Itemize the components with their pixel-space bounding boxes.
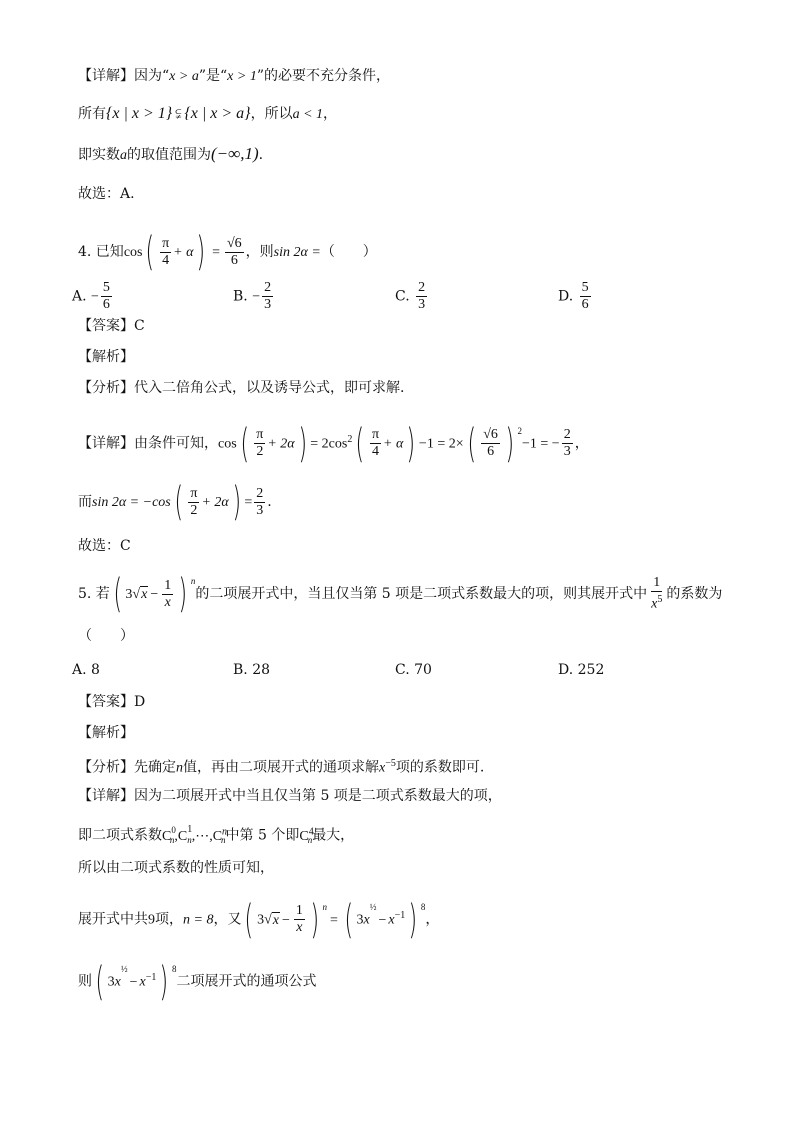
option-d[interactable]: D. 252 xyxy=(558,662,605,678)
paren: ( xyxy=(355,420,365,467)
option-d[interactable] xyxy=(558,280,593,313)
option-a[interactable]: A. 8 xyxy=(72,662,100,678)
math-set: {x | x > 1} xyxy=(106,105,173,122)
text: ，又 xyxy=(213,911,242,928)
den: 2 xyxy=(190,502,198,518)
math: sin 2α = xyxy=(273,245,321,260)
paren: ( xyxy=(95,958,105,1005)
fraction xyxy=(262,280,273,313)
fraction xyxy=(562,427,573,460)
text: 因为 xyxy=(134,68,162,84)
text: 的二项展开式中，当且仅当第 5 项是二项式系数最大的项，则其展开式中 xyxy=(195,586,648,602)
text: 即实数 xyxy=(78,147,120,163)
fraction xyxy=(649,575,664,613)
den: 6 xyxy=(581,297,589,312)
text: ”的必要不充分条件， xyxy=(256,68,391,84)
text: 所有 xyxy=(78,106,106,122)
q3-detail-line2 xyxy=(78,104,337,125)
math: + 2α xyxy=(267,436,295,452)
fraction xyxy=(160,236,171,269)
den: 3 xyxy=(256,502,264,518)
text: ， xyxy=(425,911,440,928)
text: 的系数为 xyxy=(666,586,723,602)
q4-detail-2 xyxy=(78,480,272,524)
q3-detail-line1 xyxy=(78,66,390,87)
text: 值，再由二项展开式的通项求解 xyxy=(183,759,379,776)
q3-choose: 故选：A. xyxy=(78,186,135,202)
num: π xyxy=(256,427,264,443)
option-c[interactable] xyxy=(395,280,429,313)
fraction xyxy=(370,427,381,460)
num: π xyxy=(371,427,380,443)
text: 项， xyxy=(155,911,183,928)
fraction xyxy=(254,486,265,519)
text: . xyxy=(258,147,264,163)
num: π xyxy=(190,485,198,501)
math: x > a xyxy=(169,69,199,84)
math: 9 xyxy=(148,912,155,928)
text: ”是“ xyxy=(198,68,228,84)
binomial-c4: $C^4_n$ xyxy=(299,826,314,846)
math: x > 1 xyxy=(227,69,257,84)
text: ，所以 xyxy=(250,106,293,122)
num: 1 xyxy=(653,575,661,591)
option-c[interactable]: C. 70 xyxy=(395,662,432,678)
sign: − xyxy=(91,289,99,305)
num: 5 xyxy=(581,280,589,295)
q4-choose: 故选：C xyxy=(78,538,131,554)
q5-paren: （ ） xyxy=(78,628,134,644)
math-range: (−∞,1) xyxy=(211,144,259,163)
den: 3 xyxy=(418,297,426,312)
math: n = 8 xyxy=(183,912,214,928)
den: 4 xyxy=(162,252,170,268)
math: x xyxy=(379,760,386,776)
num: 1 xyxy=(164,577,172,593)
exponent: 2 xyxy=(517,425,523,436)
den: x xyxy=(651,596,658,612)
exponent: 2 xyxy=(347,434,353,445)
paren: ( xyxy=(113,571,122,617)
option-label: C. xyxy=(395,288,410,305)
fraction xyxy=(101,280,112,313)
den: 3 xyxy=(563,444,571,460)
q5-analysis: 【解析】 xyxy=(78,725,134,741)
paren: ) xyxy=(196,229,206,275)
fraction xyxy=(481,427,500,460)
num: √6 xyxy=(483,427,498,443)
text: . xyxy=(267,494,272,510)
math: n xyxy=(176,760,183,776)
math: + 2α xyxy=(201,495,229,510)
text: 最大， xyxy=(312,827,355,844)
math: = 2cos xyxy=(310,436,348,452)
math: x xyxy=(141,587,148,602)
den: 6 xyxy=(102,297,110,312)
math-set: {x | x > a} xyxy=(184,105,251,122)
text: 则 xyxy=(78,973,92,990)
option-b[interactable]: B. 28 xyxy=(233,662,271,678)
q5-detail-4: 展开式中共9项，n = 8，又( 3√x − $\frac{1}{x}$ ) $^n$= ( $3x^{\frac{1}{2}}- x^{-1}$) $^8$， xyxy=(78,896,440,943)
num: 2 xyxy=(264,280,272,295)
math: a xyxy=(120,148,127,163)
den: 3 xyxy=(264,297,272,312)
paren: ( xyxy=(467,420,476,467)
exponent: n xyxy=(190,576,196,586)
den: 2 xyxy=(256,444,264,460)
num: 5 xyxy=(102,280,110,295)
q5-fenxi xyxy=(78,754,484,779)
math: = xyxy=(329,912,338,928)
text: 二项展开式的通项公式 xyxy=(176,973,317,990)
question-number: 4. 已知 xyxy=(78,244,124,260)
den: 6 xyxy=(230,252,238,268)
math: − xyxy=(150,587,159,602)
text: （ ） xyxy=(320,244,377,260)
fraction xyxy=(162,578,173,611)
num: 2 xyxy=(563,427,571,443)
fraction xyxy=(225,236,244,269)
q5-stem: 5. 若( 3√x − $\frac{1}{x}$ ) $^n$的二项展开式中，当且仅当第 5 项是二项式系数最大的项，则其展开式中 $\frac{1}{x^5}$ 的系数为 xyxy=(78,571,723,617)
exponent: 5 xyxy=(657,594,663,606)
den: 4 xyxy=(371,444,379,460)
q4-fenxi: 【分析】代入二倍角公式，以及诱导公式，即可求解. xyxy=(78,380,405,396)
math: 3 xyxy=(125,587,133,602)
sign: − xyxy=(252,289,261,305)
fraction xyxy=(580,280,591,313)
q5-answer: 【答案】D xyxy=(78,694,146,710)
paren: ) xyxy=(406,420,416,467)
math: + α xyxy=(383,436,404,452)
option-b[interactable] xyxy=(233,280,275,313)
option-label: A. xyxy=(72,288,87,305)
math: = xyxy=(212,245,220,260)
option-label: D. xyxy=(558,288,574,305)
detail-label: 【详解】 xyxy=(78,68,134,84)
paren: ) xyxy=(178,571,188,617)
paren: ) xyxy=(298,420,307,467)
num: 2 xyxy=(256,485,264,501)
text: 展开式中共 xyxy=(78,911,148,928)
paren: ( xyxy=(344,896,353,943)
text: 项的系数即可. xyxy=(395,759,485,776)
q4-analysis: 【解析】 xyxy=(78,349,134,365)
fraction xyxy=(188,486,199,519)
subset-symbol: ⫋ xyxy=(175,106,182,122)
math: + α xyxy=(173,245,194,260)
paren: ( xyxy=(244,896,254,943)
math: −1 = 2× xyxy=(418,436,464,452)
math: a < 1 xyxy=(292,107,324,122)
math: sin 2α = −cos xyxy=(92,495,171,510)
q4-answer: 【答案】C xyxy=(78,318,145,334)
paren: ( xyxy=(145,229,155,275)
q4-detail xyxy=(78,418,589,467)
paren: ) xyxy=(408,896,418,943)
q4-stem xyxy=(78,229,377,275)
paren: ( xyxy=(240,420,249,467)
text: 中第 5 个即 xyxy=(225,827,300,844)
option-label: B. xyxy=(233,288,248,305)
math: cos xyxy=(123,245,143,260)
num: 2 xyxy=(418,280,426,295)
text: ， xyxy=(574,435,589,452)
paren: ( xyxy=(174,479,183,525)
text: 【详解】由条件可知， xyxy=(78,435,218,452)
paren: ) xyxy=(310,896,319,943)
math: −1 = − xyxy=(522,436,560,452)
text: “ xyxy=(162,68,170,84)
text: 而 xyxy=(78,494,92,510)
fraction: $\frac{1}{x}$ xyxy=(295,903,303,936)
text: 即二项式系数 xyxy=(78,827,162,844)
math: cos xyxy=(218,436,237,452)
option-a[interactable] xyxy=(72,280,114,313)
q5-detail-5: 则( $3x^{\frac{1}{2}}- x^{-1}$) $^8$二项展开式的通项公式 xyxy=(78,958,317,1005)
num: √6 xyxy=(226,235,242,251)
math: = xyxy=(244,495,253,510)
binomial-sequence: $C_{0n},C^1_n,\cdots,C^n_n$ xyxy=(162,824,228,846)
q5-detail-2 xyxy=(78,822,354,850)
text: ，则 xyxy=(245,244,274,260)
q5-detail-1: 【详解】因为二项展开式中当且仅当第 5 项是二项式系数最大的项， xyxy=(78,788,502,804)
text: 的取值范围为 xyxy=(127,147,211,163)
paren: ) xyxy=(232,479,241,525)
exponent: −5 xyxy=(385,758,396,769)
question-number: 5. 若 xyxy=(78,586,110,602)
text: 【分析】先确定 xyxy=(78,759,176,776)
q5-detail-3: 所以由二项式系数的性质可知， xyxy=(78,860,274,876)
num: π xyxy=(162,235,170,251)
fraction xyxy=(416,280,427,313)
text: ， xyxy=(323,106,338,122)
fraction xyxy=(254,427,265,460)
paren: ) xyxy=(505,420,515,467)
paren: ) xyxy=(159,958,169,1005)
q3-detail-line3 xyxy=(78,144,263,166)
den: 6 xyxy=(487,444,495,460)
den: x xyxy=(164,594,171,610)
